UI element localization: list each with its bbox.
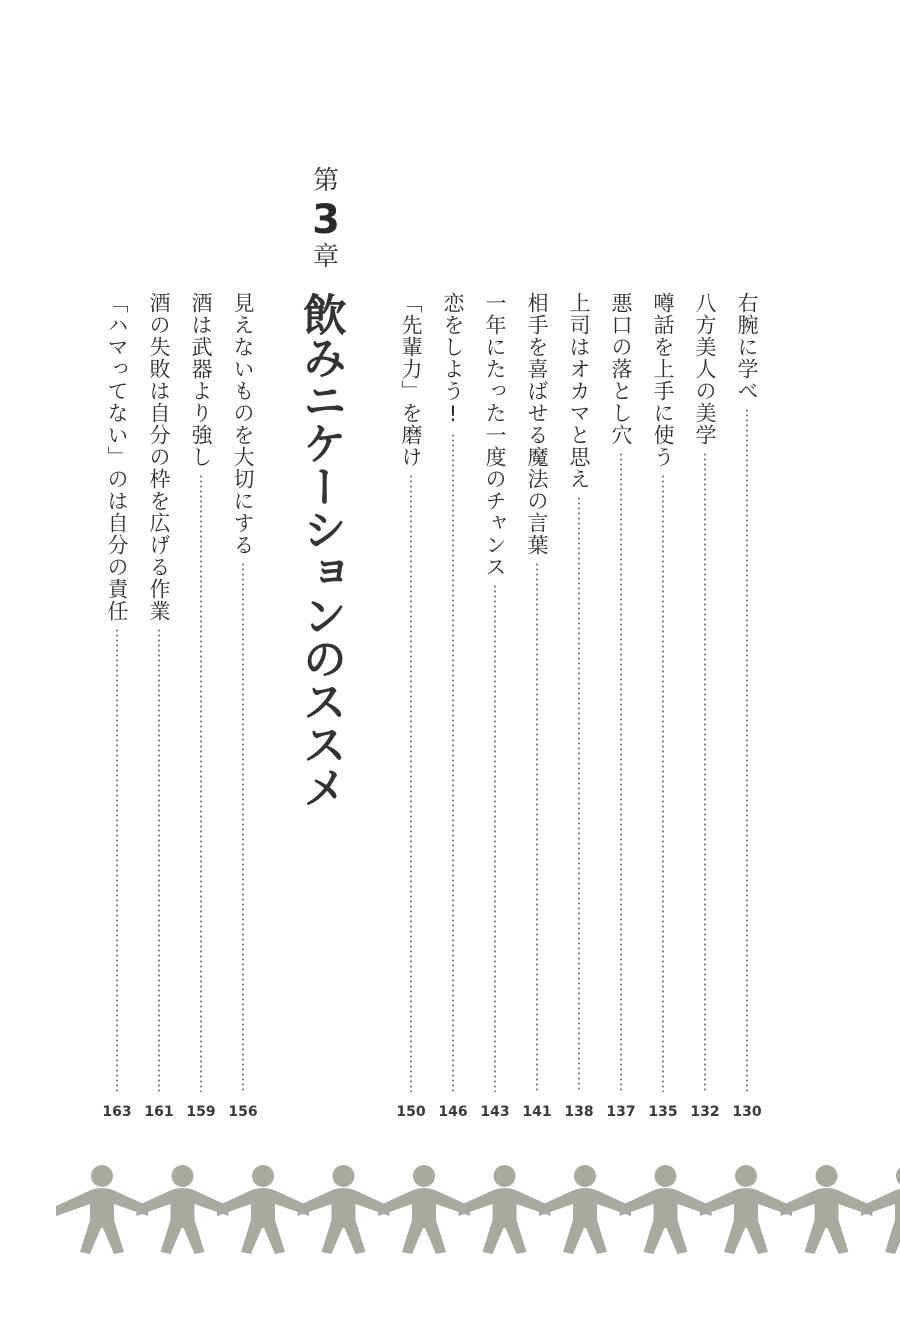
toc-entry-title: 恋をしよう!	[441, 292, 465, 427]
chapter-prefix: 第	[312, 166, 339, 196]
toc-entry[interactable]	[564, 292, 594, 1120]
paper-doll-person-icon	[56, 1165, 148, 1254]
toc-entry[interactable]	[648, 292, 678, 1120]
dot-leader	[578, 496, 580, 1092]
paper-doll-chain-graphic	[0, 1158, 900, 1258]
toc-entry[interactable]	[186, 292, 216, 1120]
paper-doll-person-icon	[620, 1165, 712, 1254]
toc-entry[interactable]	[732, 292, 762, 1120]
toc-entry-page: 130	[732, 1104, 762, 1120]
paper-doll-person-icon	[781, 1165, 873, 1254]
toc-entry-title: 見えないものを大切にする	[231, 292, 255, 556]
dot-leader	[200, 474, 202, 1092]
toc-entry-page: 163	[102, 1104, 132, 1120]
paper-doll-person-icon	[861, 1165, 900, 1254]
toc-entry-page: 137	[606, 1104, 636, 1120]
dot-leader	[242, 562, 244, 1092]
paper-doll-person-icon	[137, 1165, 229, 1254]
toc-entry-page: 141	[522, 1104, 552, 1120]
toc-entry-page: 146	[438, 1104, 468, 1120]
chapter-number	[305, 168, 347, 270]
toc-entry-page: 132	[690, 1104, 720, 1120]
toc-entry[interactable]	[522, 292, 552, 1120]
paper-doll-person-icon	[459, 1165, 551, 1254]
paper-doll-person-icon	[700, 1165, 792, 1254]
toc-entry[interactable]	[690, 292, 720, 1120]
toc-entry-page: 159	[186, 1104, 216, 1120]
paper-doll-person-icon	[298, 1165, 390, 1254]
dot-leader	[662, 474, 664, 1092]
toc-entry[interactable]	[144, 292, 174, 1120]
dot-leader	[116, 628, 118, 1092]
chapter-suffix: 章	[312, 242, 339, 272]
dot-leader	[410, 474, 412, 1092]
paper-doll-person-icon	[378, 1165, 470, 1254]
toc-entry-page: 138	[564, 1104, 594, 1120]
toc-entry-page: 143	[480, 1104, 510, 1120]
toc-entry-title: 「先輩力」を磨け	[399, 292, 423, 468]
toc-entry-title: 相手を喜ばせる魔法の言葉	[525, 292, 549, 556]
toc-entry-title: 上司はオカマと思え	[567, 292, 591, 490]
dot-leader	[536, 562, 538, 1092]
paper-doll-chain	[0, 1158, 900, 1258]
toc-entry-title: 悪口の落とし穴	[609, 292, 633, 446]
toc-entry-page: 150	[396, 1104, 426, 1120]
toc-entry-title: 一年にたった一度のチャンス	[483, 292, 507, 578]
toc-entry[interactable]	[228, 292, 258, 1120]
dot-leader	[704, 452, 706, 1092]
dot-leader	[746, 408, 748, 1092]
toc-entry[interactable]	[102, 292, 132, 1120]
toc-entry-page: 156	[228, 1104, 258, 1120]
toc-entry-title: 右腕に学べ	[735, 292, 759, 402]
chapter-title: 飲みニケーションのススメ	[295, 292, 346, 808]
dot-leader	[452, 433, 454, 1092]
toc-entry[interactable]	[606, 292, 636, 1120]
toc-entry-title: 「ハマってない」のは自分の責任	[105, 292, 129, 622]
dot-leader	[494, 584, 496, 1092]
toc-entry-page: 161	[144, 1104, 174, 1120]
chapter-number-value: 3	[312, 197, 340, 243]
toc-entry-title: 酒の失敗は自分の枠を広げる作業	[147, 292, 171, 622]
toc-entry-page: 135	[648, 1104, 678, 1120]
toc-entry-title: 酒は武器より強し	[189, 292, 213, 468]
dot-leader	[158, 628, 160, 1092]
paper-doll-person-icon	[217, 1165, 309, 1254]
toc-entry[interactable]	[396, 292, 426, 1120]
paper-doll-person-icon	[539, 1165, 631, 1254]
toc-entry[interactable]	[480, 292, 510, 1120]
toc-entry[interactable]	[438, 292, 468, 1120]
dot-leader	[620, 452, 622, 1092]
toc-entry-title: 噂話を上手に使う	[651, 292, 675, 468]
toc-entry-title: 八方美人の美学	[693, 292, 717, 446]
